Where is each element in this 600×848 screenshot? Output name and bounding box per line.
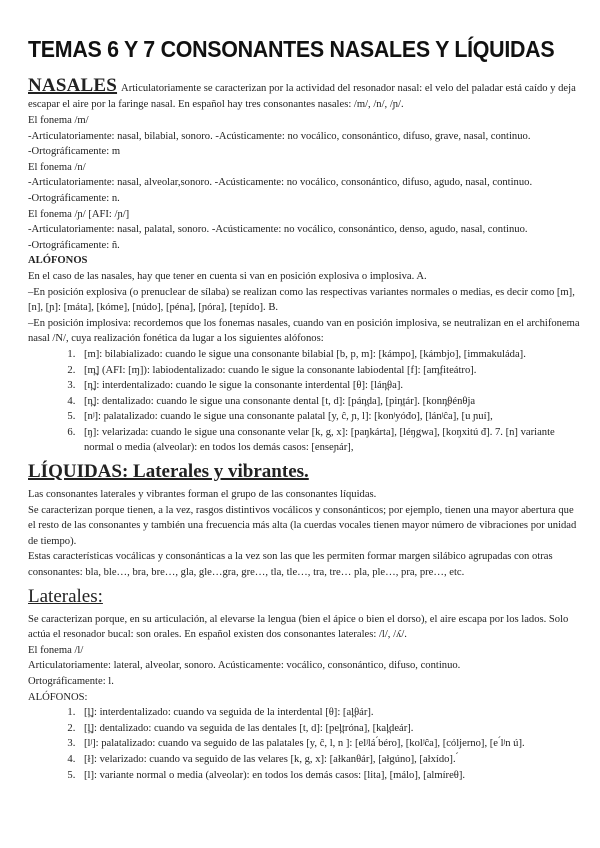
list-item: 2. [m̪] (AFI: [ɱ]): labiodentalizado: cuando le sigue la consonante labiodental [f]: [am̪fiteátro]. [78, 363, 580, 379]
list-item: 1. [m]: bilabializado: cuando le sigue una consonante bilabial [b, p, m]: [kámpo], [kámbjo], [immakuláda]. [78, 347, 580, 363]
list-item: 5. [nʲ]: palatalizado: cuando le sigue una consonante palatal [y, ĉ, ɲ, l]: [konʲyóđo], [lánʲĉa], [u ɲuí], [78, 409, 580, 425]
list-item: 4. [ł]: velarizado: cuando va seguido de las velares [k, g, x]: [ałkanθár], [ałgúno], [ałxído]. ́ [78, 752, 580, 768]
list-item: 4. [n̪]: dentalizado: cuando le sigue una consonante dental [t, d]: [pán̪da], [pin̪tár]. [konn̪θénθja [78, 394, 580, 410]
nasales-line: -Ortográficamente: n. [28, 192, 120, 204]
nasales-line: El fonema /n/ [28, 161, 86, 173]
laterales-alofonos-list [28, 705, 580, 783]
nasales-line: -Ortográficamente: m [28, 146, 121, 158]
liquidas-paragraph: Las consonantes laterales y vibrantes forman el grupo de las consonantes líquidas. [28, 489, 377, 501]
nasales-line: El fonema /m/ [28, 115, 89, 126]
alofonos-paragraph: –En posición explosiva (o prenuclear de sílaba) se realizan como las respectivas variantes normales o medias, es decir como [m], [n], [ɲ]: [máta], [kóme], [núdo], [péna], [ɲóra], [teɲído]. B. [28, 286, 575, 314]
nasales-line: El fonema /ɲ/ [AFI: /ɲ/] [28, 208, 130, 220]
alofonos-paragraph: –En posición implosiva: recordemos que los fonemas nasales, cuando van en posición implosiva, se neutralizan en el archifonema nasal /N/, cuya realización fonética da lugar a los siguientes alófonos: [28, 317, 580, 345]
nasales-heading: NASALES [28, 75, 118, 96]
list-item: 2. [l̪]: dentalizado: cuando va seguida de las dentales [t, d]: [pel̪tróna], [kal̪deár]. [78, 721, 580, 737]
list-item: 3. [lʲ]: palatalizado: cuando va seguido de las palatales [y, ĉ, l, n ]: [elʲlá ́béro], [kolʲĉa], [cóljerno], [e ́lʲn ú]. [78, 736, 580, 752]
laterales-line: Ortográficamente: l. [28, 676, 114, 687]
nasales-line: -Ortográficamente: ñ. [28, 239, 120, 251]
laterales-line: El fonema /l/ [28, 644, 84, 656]
list-item: 5. [l]: variante normal o media (alveolar): en todos los demás casos: [lita], [málo], [almíreθ]. [78, 768, 580, 784]
laterales-intro: Se caracterizan porque, en su articulación, al elevarse la lengua (bien el ápice o bien el dorso), el aire escapa por los lados. Solo actúa el resonador bucal: son orales. En español existen dos consonantes laterales: /l/, /ʎ/. [28, 613, 569, 641]
nasales-intro-paragraph [28, 75, 580, 113]
liquidas-paragraph: Se caracterizan porque tienen, a la vez, rasgos distintivos vocálicos y consonánticos; por ejemplo, tienen una mayor abertura que el resto de las consonantes y también una frecuencia más alta (la cuerdas vocales tienen mayor número de vibraciones por unidad de tiempo). [28, 504, 577, 547]
nasales-line: -Articulatoriamente: nasal, bilabial, sonoro. -Acústicamente: no vocálico, consonántico, difuso, grave, nasal, continuo. [28, 130, 531, 142]
alofonos-paragraph: En el caso de las nasales, hay que tener en cuenta si van en posición explosiva o implosiva. A. [28, 270, 427, 282]
nasales-line: -Articulatoriamente: nasal, palatal, sonoro. -Acústicamente: no vocálico, consonántico, denso, agudo, nasal, continuo. [28, 224, 528, 236]
laterales-line: Articulatoriamente: lateral, alveolar, sonoro. Acústicamente: vocálico, consonántico, difuso, continuo. [28, 660, 461, 672]
liquidas-paragraph: Estas características vocálicas y consonánticas a la vez son las que les permiten formar margen silábico agrupadas con otras consonantes: bla, ble…, bra, bre…, gla, gle…gra, gre…, tla, tle…, tra, tre… pla, ple…, pra, pre…, etc. [28, 551, 553, 579]
laterales-line: ALÓFONOS: [28, 691, 88, 703]
document-body [28, 75, 580, 783]
page-title: TEMAS 6 Y 7 CONSONANTES NASALES Y LÍQUIDAS [28, 36, 555, 62]
list-item: 3. [n̪]: interdentalizado: cuando le sigue la consonante interdental [θ]: [lán̪θa]. [78, 378, 580, 394]
list-item: 1. [l̪]: interdentalizado: cuando va seguida de la interdental [θ]: [al̪θár]. [78, 705, 580, 721]
laterales-heading: Laterales: [28, 585, 103, 607]
liquidas-heading: LÍQUIDAS: Laterales y vibrantes. [28, 461, 309, 483]
nasales-alofonos-list [28, 347, 580, 456]
nasales-line: -Articulatoriamente: nasal, alveolar,sonoro. -Acústicamente: no vocálico, consonántico, difuso, agudo, nasal, continuo. [28, 177, 533, 189]
list-item: 6. [ŋ]: velarizada: cuando le sigue una consonante velar [k, g, x]: [paŋkárta], [léŋgwa], [koŋxitú đ]. 7. [n] variante normal o media (alveolar): en todos los demás casos: [enseɲár], [78, 425, 580, 456]
alofonos-heading: ALÓFONOS [28, 255, 88, 267]
nasales-intro: Articulatoriamente se caracterizan por la actividad del resonador nasal: el velo del paladar está caído y deja escapar el aire por la faringe nasal. En español hay tres consonantes nasales: /m/, /n/, /ɲ/. [28, 83, 576, 110]
